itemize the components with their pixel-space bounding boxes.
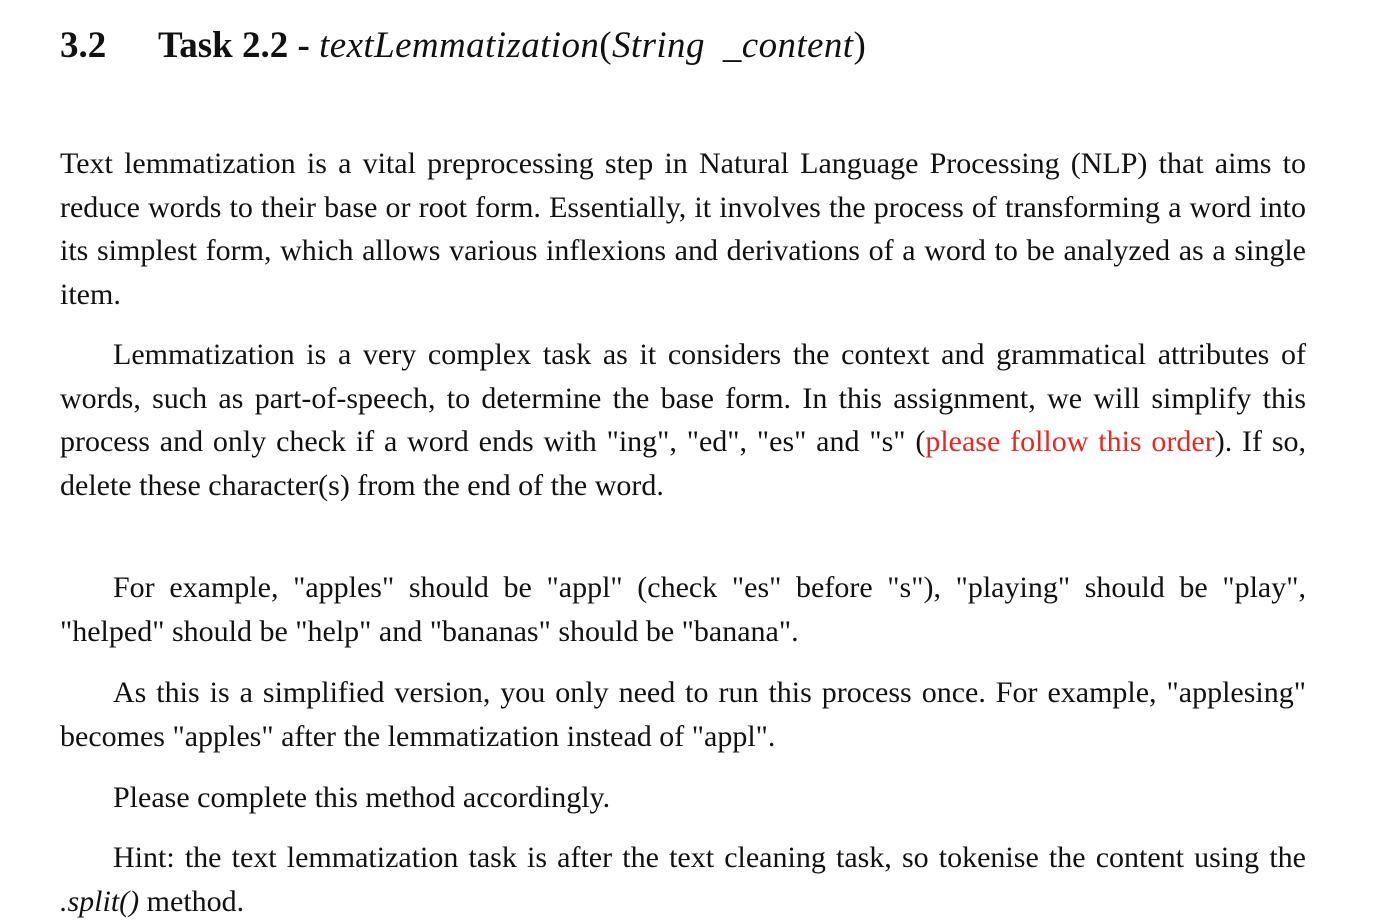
single-pass-paragraph: As this is a simplified version, you only need to run this process once. For example, "applesing" becomes "apples" after the lemmatization instead of "appl".	[60, 676, 1306, 753]
rules-text-end: ). If so, delete these character(s) from the end of the word.	[60, 425, 1307, 502]
order-highlight: please follow this order	[925, 425, 1215, 458]
examples-paragraph: For example, "apples" should be "appl" (check "es" before "s"), "playing" should be "play", "helped" should be "help" and "bananas" should be "banana".	[60, 571, 1306, 648]
hint-text-start: Hint: the text lemmatization task is after the text cleaning task, so tokenise the content using the	[113, 841, 1306, 874]
split-method-code: .split()	[60, 884, 140, 918]
method-name: textLemmatization	[319, 25, 600, 66]
close-paren: )	[853, 25, 867, 66]
hint-paragraph	[60, 836, 1306, 923]
hint-text-end: method.	[139, 884, 245, 918]
rules-paragraph	[60, 333, 1306, 507]
section-title: Task 2.2 -	[158, 25, 320, 66]
open-paren: (	[599, 25, 612, 66]
section-heading	[60, 18, 866, 74]
rules-text-start: Lemmatization is a very complex task as it considers the context and grammatical attributes of words, such as part-of-speech, to determine the base form. In this assignment, we will simplify this process and only check if a word ends with "ing", "ed", "es" and "s" (	[60, 338, 1306, 458]
param-type: String	[612, 25, 705, 66]
intro-paragraph: Text lemmatization is a vital preprocessing step in Natural Language Processing (NLP) that aims to reduce words to their base or root form. Essentially, it involves the process of transforming a word into its simplest form, which allows various inflexions and derivations of a word to be analyzed as a single item.	[60, 147, 1306, 311]
instruction-paragraph: Please complete this method accordingly.	[113, 781, 611, 814]
param-name: _content	[722, 25, 854, 66]
method-signature	[319, 25, 866, 66]
section-number: 3.2	[60, 25, 107, 66]
